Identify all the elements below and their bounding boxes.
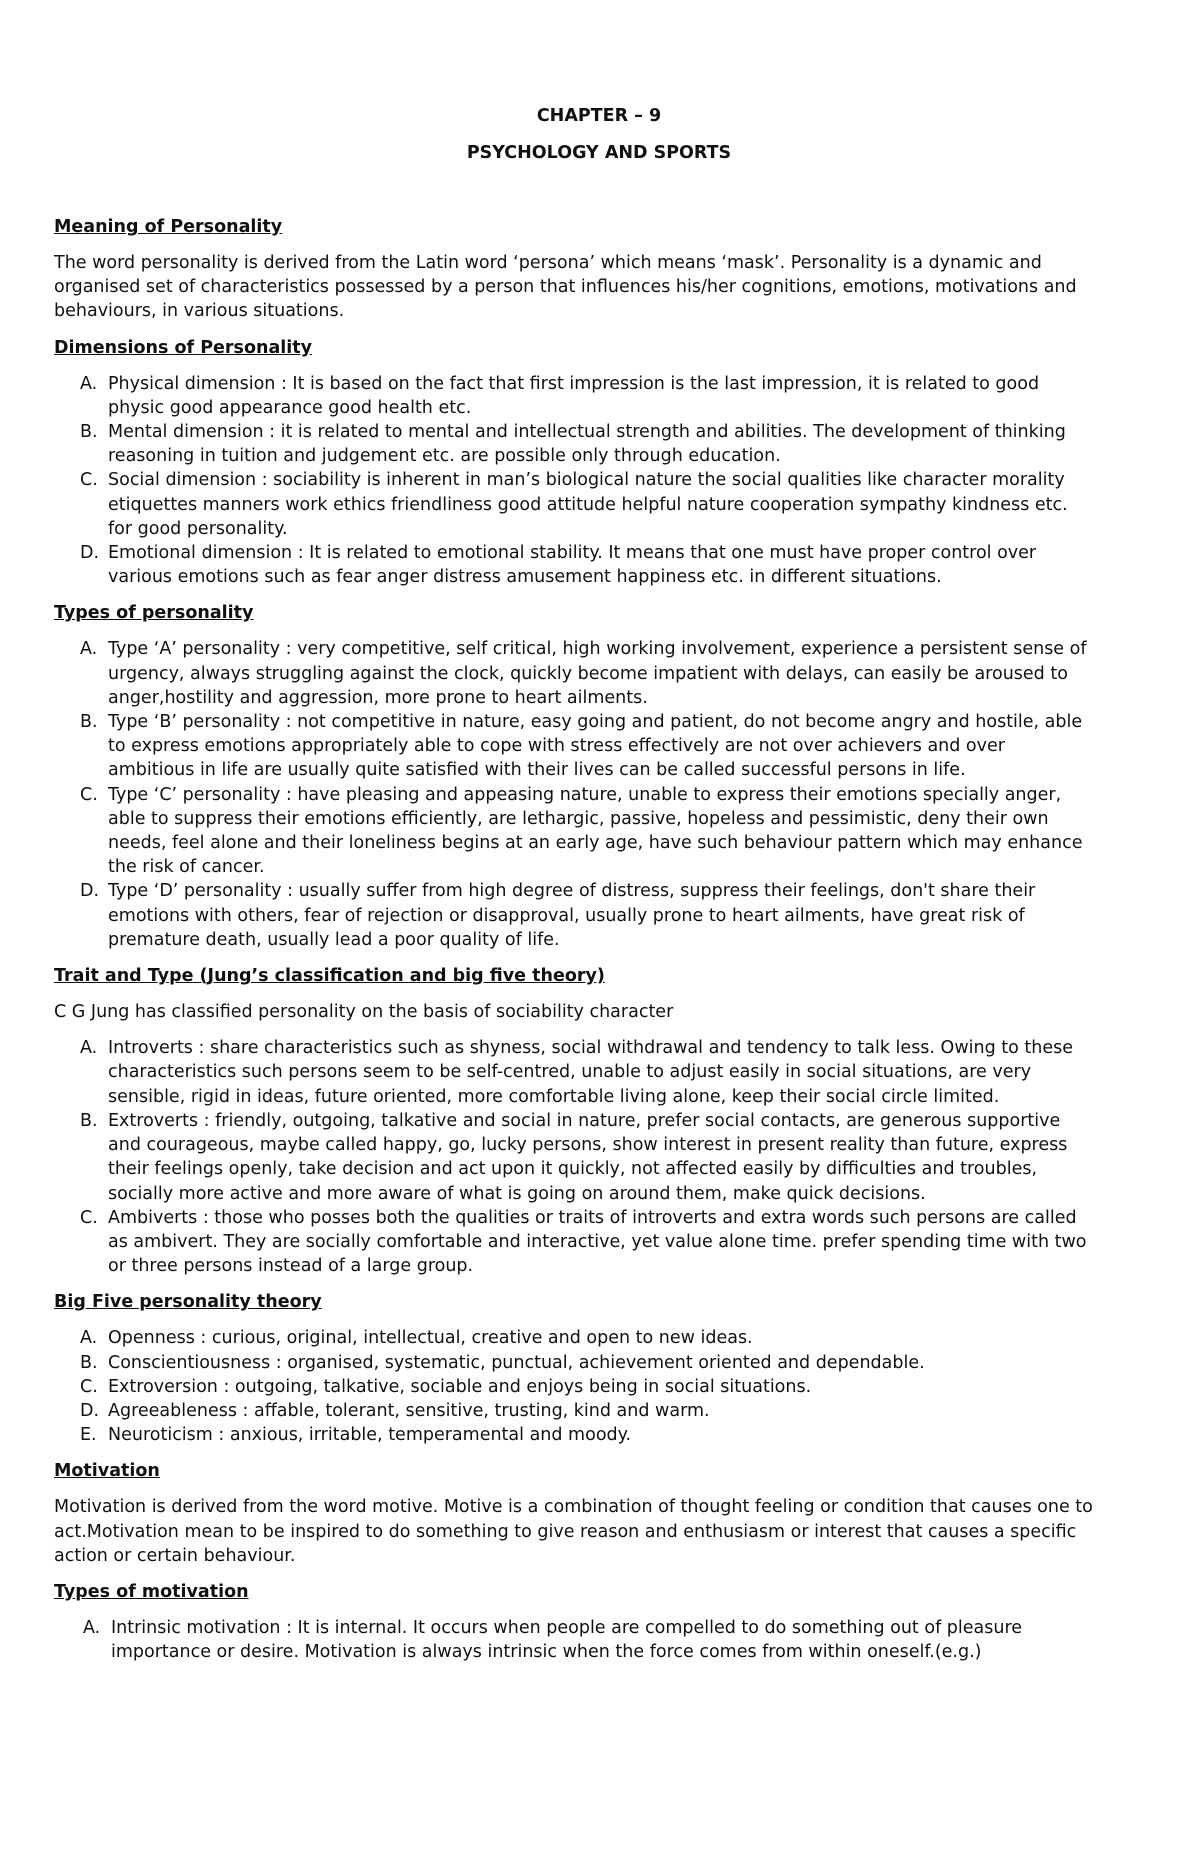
dimensions-heading: Dimensions of Personality: [54, 337, 313, 358]
list-item: [54, 372, 1094, 420]
list-item: [54, 1351, 1094, 1375]
trait-heading: Trait and Type (Jung’s classification and big five theory): [54, 966, 605, 987]
motivation-types-heading: Types of motivation: [54, 1581, 249, 1602]
list-item-text: Type ‘A’ personality : very competitive, self critical, high working involvement, experience a persistent sense of urgency, always struggling against the clock, quickly become impatient with delays, can easily be aroused to anger,hostility and aggression, more prone to heart ailments.: [108, 639, 1087, 708]
list-item-text: Emotional dimension : It is related to emotional stability. It means that one must have proper control over various emotions such as fear anger distress amusement happiness etc. in different situations.: [108, 543, 1037, 588]
list-item: [54, 783, 1094, 880]
types-heading: Types of personality: [54, 603, 254, 624]
list-item: [54, 541, 1094, 589]
list-marker: B.: [80, 712, 98, 733]
bigfive-heading: Big Five personality theory: [54, 1292, 322, 1313]
list-marker: E.: [80, 1425, 97, 1446]
list-item: [54, 420, 1094, 468]
list-item: [54, 879, 1094, 952]
list-item-text: Neuroticism : anxious, irritable, temperamental and moody.: [108, 1425, 632, 1446]
list-marker: A.: [80, 1038, 98, 1059]
list-item-text: Type ‘C’ personality : have pleasing and appeasing nature, unable to express their emotions specially anger, able to suppress their emotions efficiently, are lethargic, passive, hopeless and pessimistic, deny their own needs, feel alone and their loneliness begins at an early age, have such behaviour pattern which may enhance the risk of cancer.: [108, 784, 1083, 878]
bigfive-list: [54, 1326, 1094, 1447]
list-item-text: Physical dimension : It is based on the fact that first impression is the last impression, it is related to good physic good appearance good health etc.: [108, 373, 1040, 418]
chapter-title: CHAPTER – 9: [536, 106, 662, 126]
list-item-text: Type ‘B’ personality : not competitive in nature, easy going and patient, do not become angry and hostile, able to express emotions appropriately able to cope with stress effectively are not over achievers and over ambitious in life are usually quite satisfied with their lives can be called successful persons in life.: [108, 712, 1083, 781]
dimensions-list: [54, 372, 1094, 590]
list-item-text: Openness : curious, original, intellectual, creative and open to new ideas.: [108, 1328, 753, 1349]
meaning-paragraph: The word personality is derived from the Latin word ‘persona’ which means ‘mask’. Personality is a dynamic and organised set of characteristics possessed by a person that influences his/her cognitions, emotions, motivations and behaviours, in various situations.: [54, 253, 1077, 322]
subject-title: PSYCHOLOGY AND SPORTS: [466, 143, 732, 163]
motivation-types-list: [54, 1616, 1094, 1664]
list-item: [54, 637, 1094, 710]
types-list: [54, 637, 1094, 952]
list-item: [54, 1399, 1094, 1423]
list-item: [54, 1616, 1094, 1664]
document-page: [54, 104, 1094, 1664]
trait-list: [54, 1036, 1094, 1278]
list-item-text: Extroversion : outgoing, talkative, sociable and enjoys being in social situations.: [108, 1376, 812, 1397]
list-marker: A.: [80, 373, 98, 394]
list-item: [54, 1109, 1094, 1206]
list-item-text: Intrinsic motivation : It is internal. It occurs when people are compelled to do something out of pleasure importance or desire. Motivation is always intrinsic when the force comes from within oneself.(e.g.): [111, 1617, 1023, 1663]
list-item: [54, 1375, 1094, 1399]
list-item: [54, 1206, 1094, 1279]
list-marker: A.: [80, 639, 98, 660]
motivation-paragraph: Motivation is derived from the word motive. Motive is a combination of thought feeling or condition that causes one to act.Motivation mean to be inspired to do something to give reason and enthusiasm or interest that causes a specific action or certain behaviour.: [54, 1497, 1093, 1566]
list-marker: D.: [80, 543, 100, 564]
list-marker: C.: [80, 470, 98, 491]
list-item: [54, 1423, 1094, 1447]
list-marker: B.: [80, 422, 98, 443]
list-marker: C.: [80, 784, 98, 805]
list-marker: A.: [83, 1617, 101, 1638]
list-marker: A.: [80, 1328, 98, 1349]
list-item-text: Type ‘D’ personality : usually suffer from high degree of distress, suppress their feelings, don't share their emotions with others, fear of rejection or disapproval, usually prone to heart ailments, have great risk of premature death, usually lead a poor quality of life.: [108, 881, 1036, 950]
list-item-text: Conscientiousness : organised, systematic, punctual, achievement oriented and dependable.: [108, 1352, 925, 1373]
list-item-text: Introverts : share characteristics such as shyness, social withdrawal and tendency to talk less. Owing to these characteristics such persons seem to be self-centred, unable to adjust easily in social situations, are very sensible, rigid in ideas, future oriented, more comfortable living alone, keep their social circle limited.: [108, 1038, 1073, 1107]
list-item-text: Social dimension : sociability is inherent in man’s biological nature the social qualities like character morality etiquettes manners work ethics friendliness good attitude helpful nature cooperation sympathy kindness etc. for good personality.: [108, 470, 1068, 539]
list-item-text: Extroverts : friendly, outgoing, talkative and social in nature, prefer social contacts, are generous supportive and courageous, maybe called happy, go, lucky persons, show interest in present reality than future, express their feelings openly, take decision and act upon it quickly, not affected easily by difficulties and troubles, socially more active and more aware of what is going on around them, make quick decisions.: [108, 1110, 1068, 1204]
list-item-text: Ambiverts : those who posses both the qualities or traits of introverts and extra words such persons are called as ambivert. They are socially comfortable and interactive, yet value alone time. prefer spending time with two or three persons instead of a large group.: [108, 1207, 1087, 1277]
trait-intro: C G Jung has classified personality on the basis of sociability character: [54, 1002, 674, 1023]
list-marker: D.: [80, 1400, 100, 1421]
list-marker: D.: [80, 881, 100, 902]
list-marker: B.: [80, 1352, 98, 1373]
list-item-text: Agreeableness : affable, tolerant, sensitive, trusting, kind and warm.: [108, 1400, 710, 1421]
list-marker: B.: [80, 1110, 98, 1131]
motivation-heading: Motivation: [54, 1461, 160, 1482]
list-item: [54, 710, 1094, 783]
list-marker: C.: [80, 1376, 98, 1397]
list-marker: C.: [80, 1207, 98, 1228]
list-item: [54, 1326, 1094, 1350]
list-item: [54, 1036, 1094, 1109]
list-item: [54, 468, 1094, 541]
meaning-heading: Meaning of Personality: [54, 217, 283, 237]
list-item-text: Mental dimension : it is related to mental and intellectual strength and abilities. The development of thinking reasoning in tuition and judgement etc. are possible only through education.: [108, 422, 1066, 467]
